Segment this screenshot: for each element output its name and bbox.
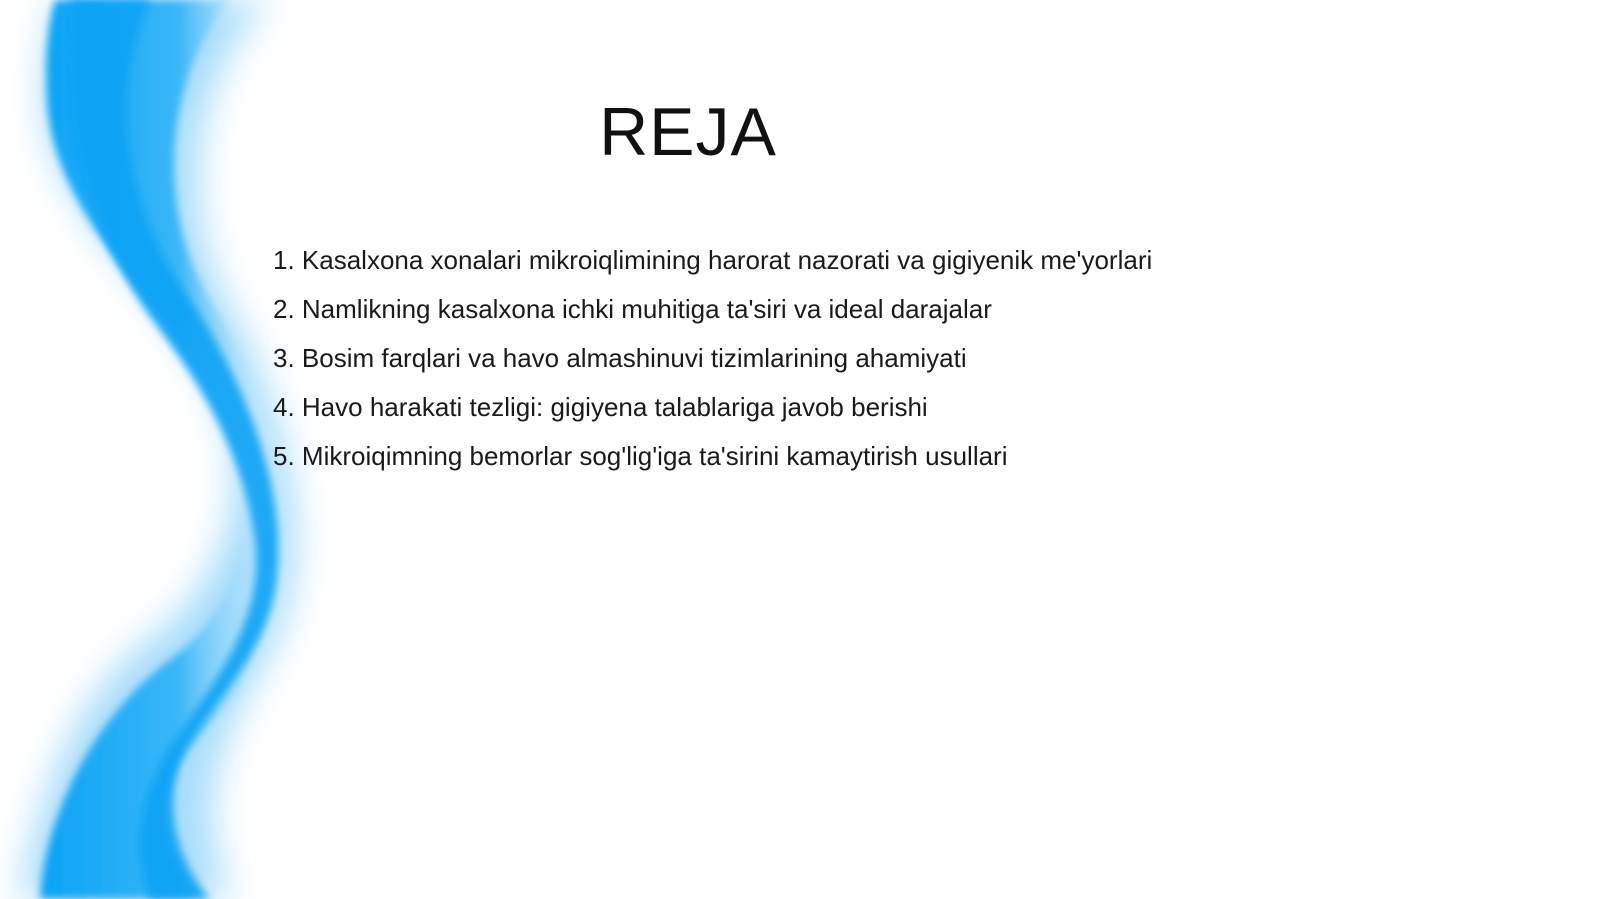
- plan-item-2: 2. Namlikning kasalxona ichki muhitiga ta'siri va ideal darajalar: [273, 294, 992, 324]
- plan-item-1: 1. Kasalxona xonalari mikroiqlimining harorat nazorati va gigiyenik me'yorlari: [273, 245, 1153, 275]
- plan-item-4: 4. Havo harakati tezligi: gigiyena talablariga javob berishi: [273, 392, 928, 422]
- plan-item-3: 3. Bosim farqlari va havo almashinuvi tizimlarining ahamiyati: [273, 343, 967, 373]
- plan-list: [273, 236, 1152, 481]
- slide-title: REJA: [599, 94, 777, 170]
- plan-item-5: 5. Mikroiqimning bemorlar sog'lig'iga ta'sirini kamaytirish usullari: [273, 441, 1008, 471]
